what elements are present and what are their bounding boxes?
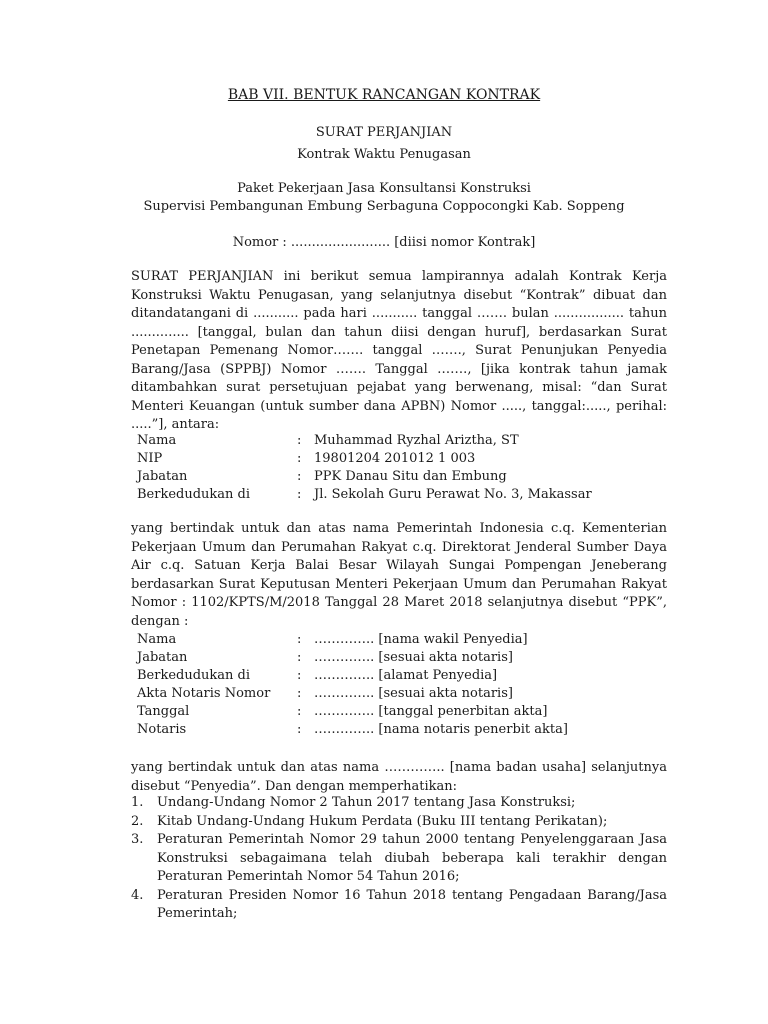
field-label: Jabatan: [137, 469, 188, 484]
field-colon: :: [297, 469, 302, 484]
field-label: Berkedudukan di: [137, 487, 251, 502]
field-value: ………….. [sesuai akta notaris]: [314, 686, 513, 701]
field-value: ………….. [tanggal penerbitan akta]: [314, 704, 548, 719]
list-item: [131, 813, 667, 832]
chapter-title: BAB VII. BENTUK RANCANGAN KONTRAK: [227, 87, 541, 103]
list-number: 3.: [131, 832, 144, 847]
package-line-1: Paket Pekerjaan Jasa Konsultansi Konstruksi: [237, 181, 531, 196]
considerations-list: [131, 794, 667, 924]
list-number: 2.: [131, 813, 144, 829]
field-value: 19801204 201012 1 003: [314, 451, 476, 466]
field-colon: :: [297, 686, 302, 701]
field-label: Notaris: [137, 722, 187, 737]
field-colon: :: [297, 650, 302, 665]
list-text: Peraturan Presiden Nomor 16 Tahun 2018 tentang Pengadaan Barang/Jasa Pemerintah;: [157, 887, 667, 921]
field-label: NIP: [137, 451, 163, 466]
field-colon: :: [297, 722, 302, 737]
intro-paragraph: SURAT PERJANJIAN ini berikut semua lampirannya adalah Kontrak Kerja Konstruksi Waktu Penugasan, yang selanjutnya disebut “Kontrak” dibuat dan ditandatangani di ........... pada hari ........... tanggal ……. bulan ................. tahun .............. [tanggal, bulan dan tahun diisi dengan huruf], berdasarkan Surat Penetapan Pemenang Nomor……. tanggal ……., Surat Penunjukan Penyedia Barang/Jasa (SPPBJ) Nomor ……. Tanggal ……., [jika kontrak tahun jamak ditambahkan surat persetujuan pejabat yang berwenang, misal: “dan Surat Menteri Keuangan (untuk sumber dana APBN) Nomor ....., tanggal:....., perihal: .....”], antara:: [131, 269, 667, 432]
field-value: ………….. [nama notaris penerbit akta]: [314, 722, 568, 737]
field-colon: :: [297, 632, 302, 647]
field-colon: :: [297, 704, 302, 719]
field-label: Berkedudukan di: [137, 668, 251, 683]
field-colon: :: [297, 487, 302, 502]
field-value: PPK Danau Situ dan Embung: [314, 469, 507, 484]
field-value: ………….. [alamat Penyedia]: [314, 668, 498, 683]
list-text: Undang-Undang Nomor 2 Tahun 2017 tentang Jasa Konstruksi;: [157, 795, 576, 810]
contract-number-line: Nomor : ........................ [diisi nomor Kontrak]: [232, 235, 536, 250]
ppk-paragraph: yang bertindak untuk dan atas nama Pemerintah Indonesia c.q. Kementerian Pekerjaan Umum dan Perumahan Rakyat c.q. Direktorat Jenderal Sumber Daya Air c.q. Satuan Kerja Balai Besar Wilayah Sungai Pompengan Jeneberang berdasarkan Surat Keputusan Menteri Pekerjaan Umum dan Perumahan Rakyat Nomor : 1102/KPTS/M/2018 Tanggal 28 Maret 2018 selanjutnya disebut “PPK”, dengan :: [131, 521, 667, 629]
field-value: Jl. Sekolah Guru Perawat No. 3, Makassar: [314, 487, 592, 502]
package-line-2: Supervisi Pembangunan Embung Serbaguna Coppocongki Kab. Soppeng: [143, 199, 625, 214]
list-number: 4.: [131, 887, 144, 903]
field-label: Tanggal: [137, 704, 190, 719]
list-item: [131, 887, 667, 924]
list-text: Kitab Undang-Undang Hukum Perdata (Buku III tentang Perikatan);: [157, 813, 608, 829]
field-value: ………….. [nama wakil Penyedia]: [314, 632, 528, 647]
list-number: 1.: [131, 795, 144, 810]
field-label: Nama: [137, 433, 177, 448]
field-value: ………….. [sesuai akta notaris]: [314, 650, 513, 665]
list-text: Peraturan Pemerintah Nomor 29 tahun 2000 tentang Penyelenggaraan Jasa Konstruksi sebagaimana telah diubah beberapa kali terakhir dengan Peraturan Pemerintah Nomor 54 Tahun 2016;: [157, 832, 667, 884]
list-item: [131, 831, 667, 887]
field-value: Muhammad Ryzhal Ariztha, ST: [314, 433, 519, 448]
field-label: Jabatan: [137, 650, 188, 665]
list-item: [131, 794, 667, 813]
field-label: Nama: [137, 632, 177, 647]
field-colon: :: [297, 451, 302, 466]
document-subtype: Kontrak Waktu Penugasan: [297, 147, 471, 162]
field-label: Akta Notaris Nomor: [137, 686, 271, 701]
document-type: SURAT PERJANJIAN: [315, 125, 453, 140]
field-colon: :: [297, 668, 302, 683]
provider-paragraph: yang bertindak untuk dan atas nama ………….. [nama badan usaha] selanjutnya disebut “Penyedia”. Dan dengan memperhatikan:: [131, 760, 667, 794]
field-colon: :: [297, 433, 302, 448]
